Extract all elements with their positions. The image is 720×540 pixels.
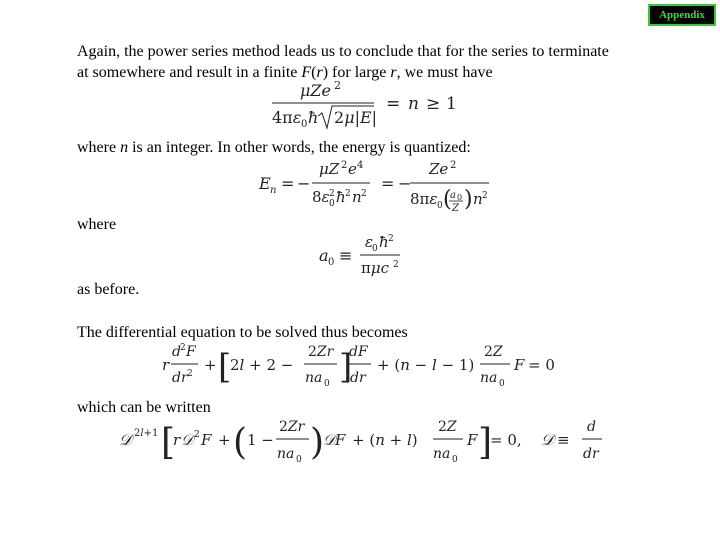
svg-text:+ (n − l − 1): + (n − l − 1) — [377, 356, 475, 374]
svg-text:r: r — [173, 431, 181, 449]
svg-text:ħ: ħ — [379, 233, 389, 251]
svg-text:μZ: μZ — [319, 160, 340, 178]
svg-text:8ε: 8ε — [312, 188, 330, 206]
equation-operator-form — [117, 414, 617, 470]
appendix-button[interactable] — [648, 4, 716, 26]
svg-text:F: F — [186, 344, 196, 360]
svg-text:≡: ≡ — [557, 431, 570, 449]
svg-text:dr: dr — [350, 370, 366, 386]
svg-text:𝒟: 𝒟 — [541, 430, 554, 449]
svg-text:E: E — [259, 174, 271, 193]
svg-text:2: 2 — [345, 189, 351, 199]
where-n-integer: where n is an integer. In other words, the energy is quantized: — [77, 139, 471, 156]
svg-text:2l+1: 2l+1 — [134, 428, 159, 439]
svg-text:dr: dr — [172, 370, 188, 386]
svg-text:2Z: 2Z — [484, 344, 503, 360]
svg-text:F: F — [201, 431, 212, 449]
svg-text:+ (n + l): + (n + l) — [352, 431, 418, 449]
svg-text:0: 0 — [457, 193, 463, 202]
svg-text:): ) — [310, 422, 325, 463]
svg-text:na: na — [277, 446, 295, 462]
svg-text:dr: dr — [583, 446, 599, 462]
svg-text:0: 0 — [499, 379, 505, 389]
svg-text:πμc: πμc — [361, 259, 390, 277]
svg-text:]: ] — [478, 422, 493, 463]
equation-energy-levels — [257, 158, 497, 218]
svg-text:=: = — [381, 174, 395, 193]
which-can-be-written: which can be written — [77, 399, 211, 416]
svg-text:0: 0 — [437, 201, 443, 211]
svg-text:(: ( — [443, 187, 452, 212]
svg-text:+: + — [218, 431, 231, 449]
svg-text:1 −: 1 − — [247, 431, 274, 449]
svg-text:2: 2 — [194, 430, 200, 440]
svg-text:0: 0 — [372, 244, 378, 254]
svg-text:2l + 2 −: 2l + 2 − — [230, 356, 294, 374]
svg-text:2: 2 — [334, 79, 341, 92]
paragraph-line-2: at somewhere and result in a finite F(r) for large r, we must have — [77, 64, 493, 81]
svg-text:ħ: ħ — [308, 108, 319, 127]
svg-text:4: 4 — [357, 160, 364, 171]
svg-text:2Z: 2Z — [438, 419, 457, 435]
svg-text:F: F — [514, 356, 525, 374]
svg-text:=: = — [281, 174, 295, 193]
svg-text:1: 1 — [446, 94, 457, 114]
paragraph-line-1: Again, the power series method leads us to conclude that for the series to terminate — [77, 43, 609, 60]
svg-text:0: 0 — [301, 119, 308, 130]
svg-text:n: n — [408, 94, 419, 114]
svg-text:2μ|E|: 2μ|E| — [334, 108, 378, 127]
svg-text:𝒟: 𝒟 — [119, 430, 132, 449]
svg-text:2: 2 — [341, 160, 348, 171]
svg-text:a: a — [319, 246, 329, 265]
svg-text:2Zr: 2Zr — [279, 419, 305, 435]
svg-text:2: 2 — [187, 369, 193, 379]
svg-text:0: 0 — [329, 199, 335, 209]
equation-quantization-condition — [270, 80, 470, 138]
svg-text:d: d — [172, 344, 181, 360]
svg-text:[: [ — [218, 347, 232, 387]
equation-radial-differential — [160, 340, 580, 394]
appendix-button-label: Appendix — [659, 9, 705, 21]
svg-text:−: − — [297, 174, 311, 193]
svg-text:a: a — [450, 190, 456, 201]
svg-text:0: 0 — [328, 257, 335, 268]
svg-text:8πε: 8πε — [410, 190, 438, 208]
svg-text:na: na — [433, 446, 451, 462]
svg-text:𝒟: 𝒟 — [181, 431, 193, 449]
svg-text:F: F — [467, 431, 478, 449]
svg-text:n: n — [352, 188, 362, 206]
as-before-label: as before. — [77, 281, 140, 298]
svg-text:=: = — [386, 94, 401, 114]
svg-text:0: 0 — [296, 455, 302, 465]
svg-text:Z: Z — [452, 203, 459, 214]
svg-text:): ) — [464, 187, 473, 212]
svg-text:[: [ — [161, 422, 176, 463]
svg-text:+: + — [204, 356, 217, 374]
svg-text:na: na — [305, 370, 323, 386]
svg-text:μZe: μZe — [300, 81, 331, 100]
svg-text:2: 2 — [450, 160, 457, 171]
svg-text:2: 2 — [361, 189, 367, 199]
svg-text:]: ] — [339, 347, 353, 387]
svg-text:2: 2 — [388, 234, 394, 244]
svg-text:−: − — [398, 174, 412, 193]
svg-text:2: 2 — [482, 191, 488, 201]
svg-text:2: 2 — [329, 189, 335, 199]
svg-text:ε: ε — [365, 233, 374, 251]
svg-text:2Zr: 2Zr — [308, 344, 334, 360]
svg-text:4πε: 4πε — [272, 108, 302, 127]
svg-text:dF: dF — [349, 344, 368, 360]
svg-text:≡: ≡ — [339, 246, 353, 265]
svg-text:na: na — [480, 370, 498, 386]
svg-text:(: ( — [233, 422, 248, 463]
svg-text:= 0,: = 0, — [490, 431, 522, 449]
svg-text:ħ: ħ — [336, 188, 346, 206]
svg-text:2: 2 — [180, 343, 186, 353]
svg-text:2: 2 — [393, 260, 399, 270]
svg-text:= 0: = 0 — [528, 356, 555, 374]
differential-equation-intro: The differential equation to be solved thus becomes — [77, 324, 408, 341]
svg-text:e: e — [348, 160, 357, 178]
svg-text:Ze: Ze — [429, 160, 449, 178]
svg-text:≥: ≥ — [426, 94, 441, 114]
svg-text:n: n — [473, 190, 483, 208]
svg-text:0: 0 — [324, 379, 330, 389]
svg-text:0: 0 — [452, 455, 458, 465]
svg-text:n: n — [270, 185, 277, 196]
svg-text:𝒟F: 𝒟F — [323, 431, 346, 449]
where-label: where — [77, 216, 117, 233]
svg-text:r: r — [162, 356, 170, 374]
equation-bohr-radius — [317, 231, 417, 283]
svg-text:d: d — [587, 419, 596, 435]
